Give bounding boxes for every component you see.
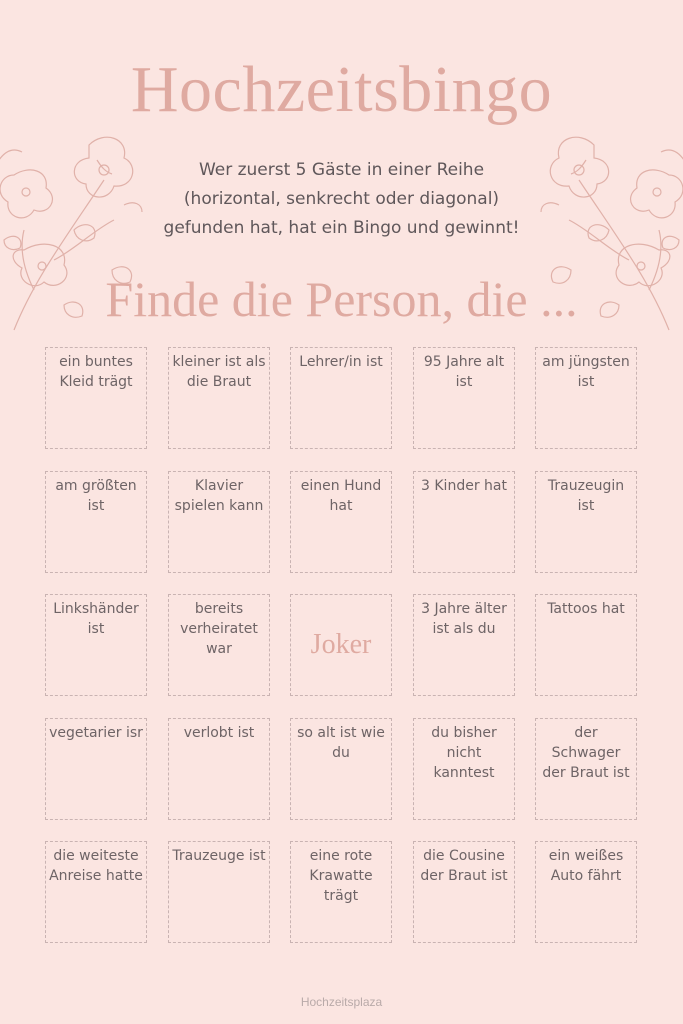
bingo-cell[interactable]: du bisher nicht kanntest — [413, 718, 515, 820]
page-title: Hochzeitsbingo — [130, 53, 553, 126]
bingo-cell[interactable]: am jüngsten ist — [535, 347, 637, 449]
bingo-cell[interactable]: kleiner ist als die Braut — [168, 347, 270, 449]
bingo-cell[interactable]: vegetarier isr — [45, 718, 147, 820]
bingo-cell[interactable]: einen Hund hat — [290, 471, 392, 573]
rules-line: Wer zuerst 5 Gäste in einer Reihe — [198, 160, 485, 180]
bingo-cell[interactable]: der Schwager der Braut ist — [535, 718, 637, 820]
bingo-cell[interactable]: bereits verheiratet war — [168, 594, 270, 696]
bingo-cell[interactable]: die weiteste Anreise hatte — [45, 841, 147, 943]
footer-brand: Hochzeitsplaza — [300, 995, 383, 1009]
rules-text — [130, 156, 553, 243]
bingo-cell[interactable]: die Cousine der Braut ist — [413, 841, 515, 943]
bingo-cell[interactable]: Trauzeugin ist — [535, 471, 637, 573]
bingo-cell[interactable]: verlobt ist — [168, 718, 270, 820]
bingo-cell[interactable]: Tattoos hat — [535, 594, 637, 696]
bingo-cell[interactable]: Klavier spielen kann — [168, 471, 270, 573]
rules-line: (horizontal, senkrecht oder diagonal) — [183, 189, 500, 209]
grid-heading: Finde die Person, die ... — [105, 271, 578, 327]
bingo-cell[interactable]: ein weißes Auto fährt — [535, 841, 637, 943]
bingo-cell[interactable]: eine rote Krawatte trägt — [290, 841, 392, 943]
bingo-cell[interactable]: so alt ist wie du — [290, 718, 392, 820]
bingo-cell[interactable]: 95 Jahre alt ist — [413, 347, 515, 449]
bingo-cell[interactable]: Trauzeuge ist — [168, 841, 270, 943]
bingo-cell[interactable]: 3 Kinder hat — [413, 471, 515, 573]
bingo-cell[interactable]: ein buntes Kleid trägt — [45, 347, 147, 449]
bingo-cell[interactable]: Lehrer/in ist — [290, 347, 392, 449]
bingo-cell[interactable]: 3 Jahre älter ist als du — [413, 594, 515, 696]
joker-cell[interactable]: Joker — [290, 594, 392, 696]
bingo-cell[interactable]: Linkshänder ist — [45, 594, 147, 696]
rules-line: gefunden hat, hat ein Bingo und gewinnt! — [163, 218, 520, 238]
bingo-grid — [45, 347, 637, 943]
bingo-cell[interactable]: am größten ist — [45, 471, 147, 573]
